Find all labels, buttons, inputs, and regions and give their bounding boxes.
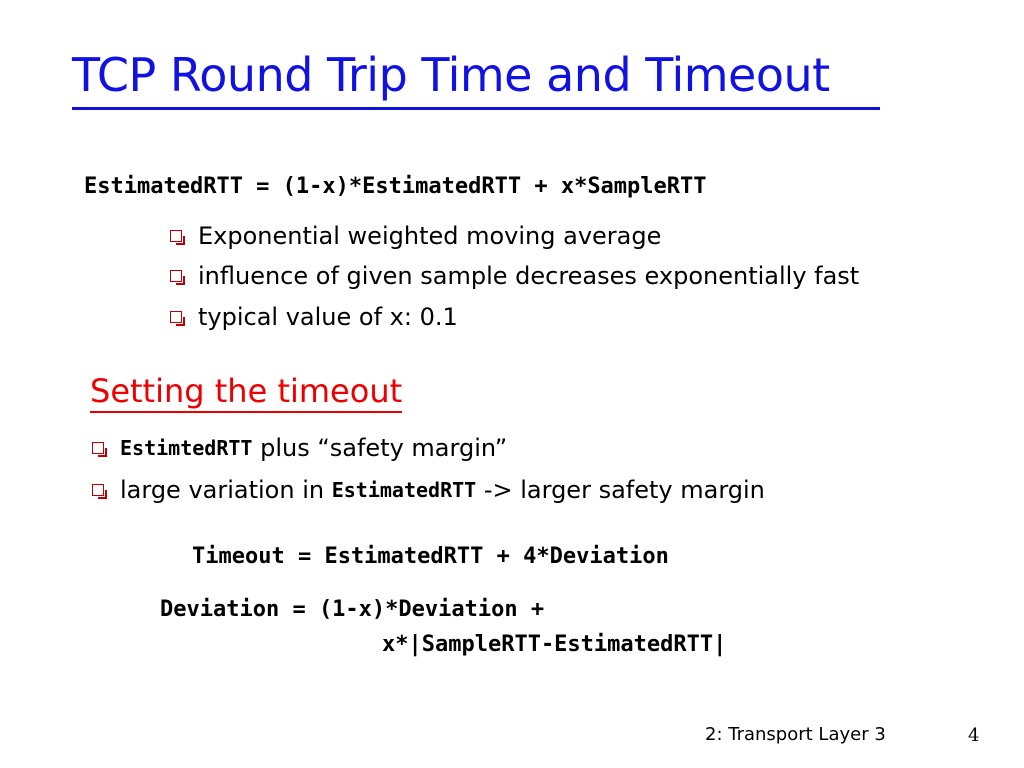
bullet-text: -> larger safety margin xyxy=(476,476,765,504)
footer-text: 2: Transport Layer 3 xyxy=(705,724,886,745)
list-item xyxy=(170,303,458,331)
bullet-text: Exponential weighted moving average xyxy=(198,222,662,250)
list-item xyxy=(170,222,661,250)
deviation-formula-line1: Deviation = (1-x)*Deviation + xyxy=(160,597,545,622)
bullet-text: large variation in xyxy=(120,476,332,504)
slide-title: TCP Round Trip Time and Timeout xyxy=(72,48,830,102)
bullet-icon xyxy=(170,270,182,282)
list-item xyxy=(92,476,765,504)
bullet-icon xyxy=(170,311,182,323)
list-item xyxy=(92,434,507,462)
bullet-text: influence of given sample decreases exponentially fast xyxy=(198,262,860,290)
bullet-icon xyxy=(92,484,104,496)
page-number: 4 xyxy=(968,725,980,746)
inline-code: EstimatedRTT xyxy=(331,478,477,502)
bullet-icon xyxy=(92,442,104,454)
bullet-text: typical value of x: 0.1 xyxy=(198,303,458,331)
estimated-rtt-formula: EstimatedRTT = (1-x)*EstimatedRTT + x*SampleRTT xyxy=(84,174,707,199)
deviation-formula-line2: x*|SampleRTT-EstimatedRTT| xyxy=(382,632,727,657)
section-subtitle: Setting the timeout xyxy=(90,372,402,413)
bullet-icon xyxy=(170,230,182,242)
inline-code: EstimtedRTT xyxy=(120,436,253,460)
list-item xyxy=(170,262,859,290)
title-underline xyxy=(72,107,880,110)
timeout-formula: Timeout = EstimatedRTT + 4*Deviation xyxy=(192,544,669,569)
bullet-text: plus “safety margin” xyxy=(252,434,508,462)
